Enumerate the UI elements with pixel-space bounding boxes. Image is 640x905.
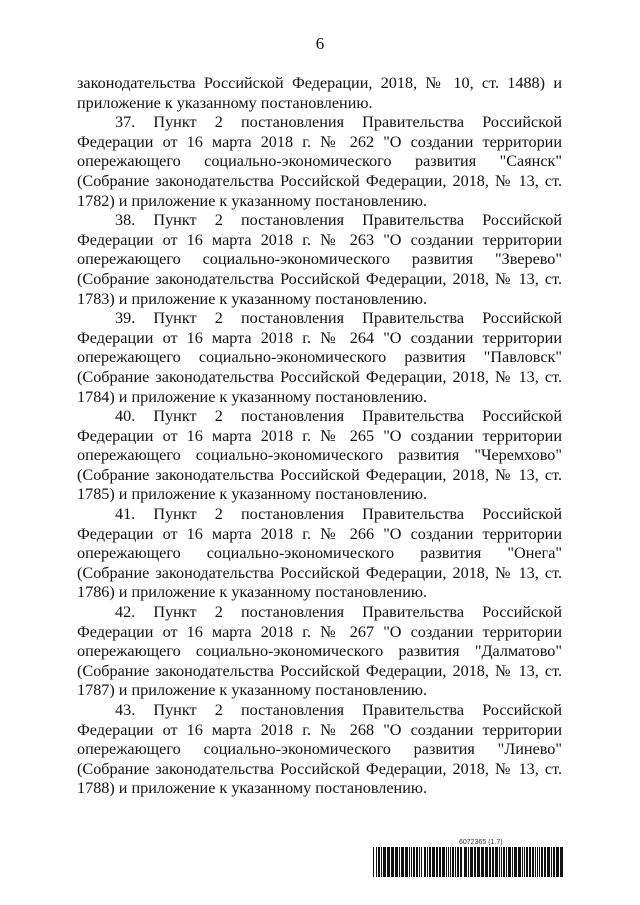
paragraph-continuation: законодательства Российской Федерации, 2018, № 10, ст. 1488) и приложение к указанному постановлению. [77, 74, 562, 112]
paragraph-item-43: 43. Пункт 2 постановления Правительства Российской Федерации от 16 марта 2018 г. № 268 "О создании территории опережающего социально-экономического развития "Линево" (Собрание законодательства Российской Федерации, 2018, № 13, ст. 1788) и приложение к указанному постановлению. [77, 701, 562, 798]
document-code: 6072365 (1.7) [459, 839, 503, 846]
paragraph-item-41: 41. Пункт 2 постановления Правительства Российской Федерации от 16 марта 2018 г. № 266 "О создании территории опережающего социально-экономического развития "Онега" (Собрание законодательства Российской Федерации, 2018, № 13, ст. 1786) и приложение к указанному постановлению. [77, 505, 562, 602]
paragraph-item-39: 39. Пункт 2 постановления Правительства Российской Федерации от 16 марта 2018 г. № 264 "О создании территории опережающего социально-экономического развития "Павловск" (Собрание законодательства Российской Федерации, 2018, № 13, ст. 1784) и приложение к указанному постановлению. [77, 309, 562, 406]
document-body [77, 74, 562, 799]
paragraph-item-40: 40. Пункт 2 постановления Правительства Российской Федерации от 16 марта 2018 г. № 265 "О создании территории опережающего социально-экономического развития "Черемхово" (Собрание законодательства Российской Федерации, 2018, № 13, ст. 1785) и приложение к указанному постановлению. [77, 407, 562, 504]
paragraph-item-38: 38. Пункт 2 постановления Правительства Российской Федерации от 16 марта 2018 г. № 263 "О создании территории опережающего социально-экономического развития "Зверево" (Собрание законодательства Российской Федерации, 2018, № 13, ст. 1783) и приложение к указанному постановлению. [77, 211, 562, 308]
paragraph-item-37: 37. Пункт 2 постановления Правительства Российской Федерации от 16 марта 2018 г. № 262 "О создании территории опережающего социально-экономического развития "Саянск" (Собрание законодательства Российской Федерации, 2018, № 13, ст. 1782) и приложение к указанному постановлению. [77, 113, 562, 210]
page-number: 6 [315, 34, 325, 53]
barcode-icon [373, 847, 563, 877]
paragraph-item-42: 42. Пункт 2 постановления Правительства Российской Федерации от 16 марта 2018 г. № 267 "О создании территории опережающего социально-экономического развития "Далматово" (Собрание законодательства Российской Федерации, 2018, № 13, ст. 1787) и приложение к указанному постановлению. [77, 603, 562, 700]
